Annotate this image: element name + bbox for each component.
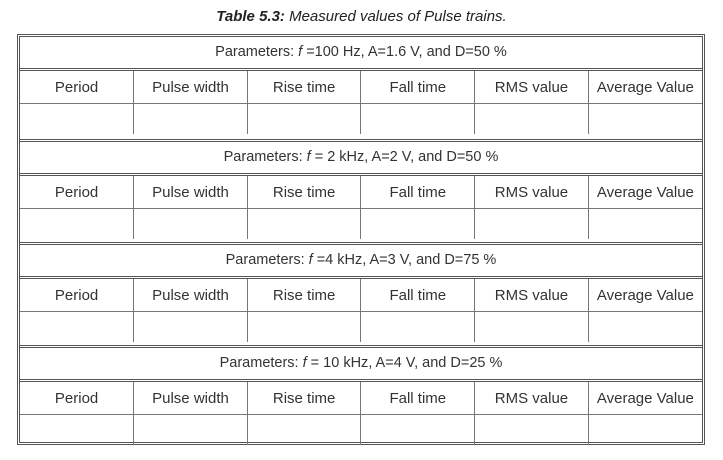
header-pulse-width: Pulse width: [134, 71, 248, 104]
column-header-row: [20, 71, 702, 104]
column-header-row: [20, 279, 702, 312]
fall-time-cell[interactable]: [361, 209, 475, 240]
period-cell[interactable]: [20, 104, 134, 135]
header-rise-time: Rise time: [247, 71, 361, 104]
header-rms-value: RMS value: [475, 382, 589, 415]
header-fall-time: Fall time: [361, 279, 475, 312]
parameter-row: [20, 245, 702, 279]
header-period: Period: [20, 71, 134, 104]
parameter-prefix: Parameters:: [225, 252, 309, 268]
column-header-row: [20, 176, 702, 209]
parameter-prefix: Parameters:: [223, 149, 307, 165]
pulse-width-cell[interactable]: [134, 209, 248, 240]
header-rise-time: Rise time: [247, 279, 361, 312]
fall-time-cell[interactable]: [361, 104, 475, 135]
parameter-values: = 10 kHz, A=4 V, and D=25 %: [306, 355, 503, 371]
parameter-values: =4 kHz, A=3 V, and D=75 %: [312, 252, 497, 268]
parameter-prefix: Parameters:: [219, 355, 303, 371]
header-fall-time: Fall time: [361, 71, 475, 104]
rms-value-cell[interactable]: [475, 209, 589, 240]
fall-time-cell[interactable]: [361, 312, 475, 343]
rise-time-cell[interactable]: [247, 209, 361, 240]
period-cell[interactable]: [20, 209, 134, 240]
average-value-cell[interactable]: [588, 209, 702, 240]
pulse-train-table: [17, 34, 705, 445]
parameter-block-3: [20, 242, 702, 343]
header-period: Period: [20, 382, 134, 415]
header-rise-time: Rise time: [247, 382, 361, 415]
header-pulse-width: Pulse width: [134, 382, 248, 415]
rise-time-cell[interactable]: [247, 104, 361, 135]
period-cell[interactable]: [20, 312, 134, 343]
empty-value-row: [20, 312, 702, 343]
table-caption: [0, 8, 723, 25]
frequency-symbol: f: [308, 252, 313, 268]
average-value-cell[interactable]: [588, 104, 702, 135]
header-rms-value: RMS value: [475, 176, 589, 209]
parameter-values: = 2 kHz, A=2 V, and D=50 %: [310, 149, 499, 165]
header-average-value: Average Value: [588, 279, 702, 312]
header-rms-value: RMS value: [475, 279, 589, 312]
parameter-values: =100 Hz, A=1.6 V, and D=50 %: [302, 44, 507, 60]
rise-time-cell[interactable]: [247, 312, 361, 343]
header-fall-time: Fall time: [361, 176, 475, 209]
parameter-block-4: [20, 345, 702, 446]
empty-value-row: [20, 415, 702, 446]
measurement-grid: [20, 279, 702, 342]
parameter-block-2: [20, 139, 702, 240]
frequency-symbol: f: [302, 355, 307, 371]
period-cell[interactable]: [20, 415, 134, 446]
header-rms-value: RMS value: [475, 71, 589, 104]
measurement-grid: [20, 71, 702, 134]
header-average-value: Average Value: [588, 71, 702, 104]
pulse-width-cell[interactable]: [134, 415, 248, 446]
average-value-cell[interactable]: [588, 415, 702, 446]
rms-value-cell[interactable]: [475, 415, 589, 446]
frequency-symbol: f: [306, 149, 311, 165]
caption-text: Measured values of Pulse trains.: [284, 8, 507, 25]
parameter-row: [20, 142, 702, 176]
fall-time-cell[interactable]: [361, 415, 475, 446]
caption-label: Table 5.3:: [216, 8, 285, 25]
pulse-width-cell[interactable]: [134, 312, 248, 343]
header-fall-time: Fall time: [361, 382, 475, 415]
parameter-block-1: [20, 37, 702, 135]
header-average-value: Average Value: [588, 382, 702, 415]
header-pulse-width: Pulse width: [134, 279, 248, 312]
parameter-row: [20, 37, 702, 71]
parameter-row: [20, 348, 702, 382]
rms-value-cell[interactable]: [475, 312, 589, 343]
header-period: Period: [20, 176, 134, 209]
measurement-grid: [20, 382, 702, 445]
empty-value-row: [20, 104, 702, 135]
rise-time-cell[interactable]: [247, 415, 361, 446]
rms-value-cell[interactable]: [475, 104, 589, 135]
measurement-grid: [20, 176, 702, 239]
parameter-prefix: Parameters:: [215, 44, 299, 60]
column-header-row: [20, 382, 702, 415]
frequency-symbol: f: [298, 44, 303, 60]
header-average-value: Average Value: [588, 176, 702, 209]
header-pulse-width: Pulse width: [134, 176, 248, 209]
header-rise-time: Rise time: [247, 176, 361, 209]
pulse-width-cell[interactable]: [134, 104, 248, 135]
header-period: Period: [20, 279, 134, 312]
average-value-cell[interactable]: [588, 312, 702, 343]
empty-value-row: [20, 209, 702, 240]
